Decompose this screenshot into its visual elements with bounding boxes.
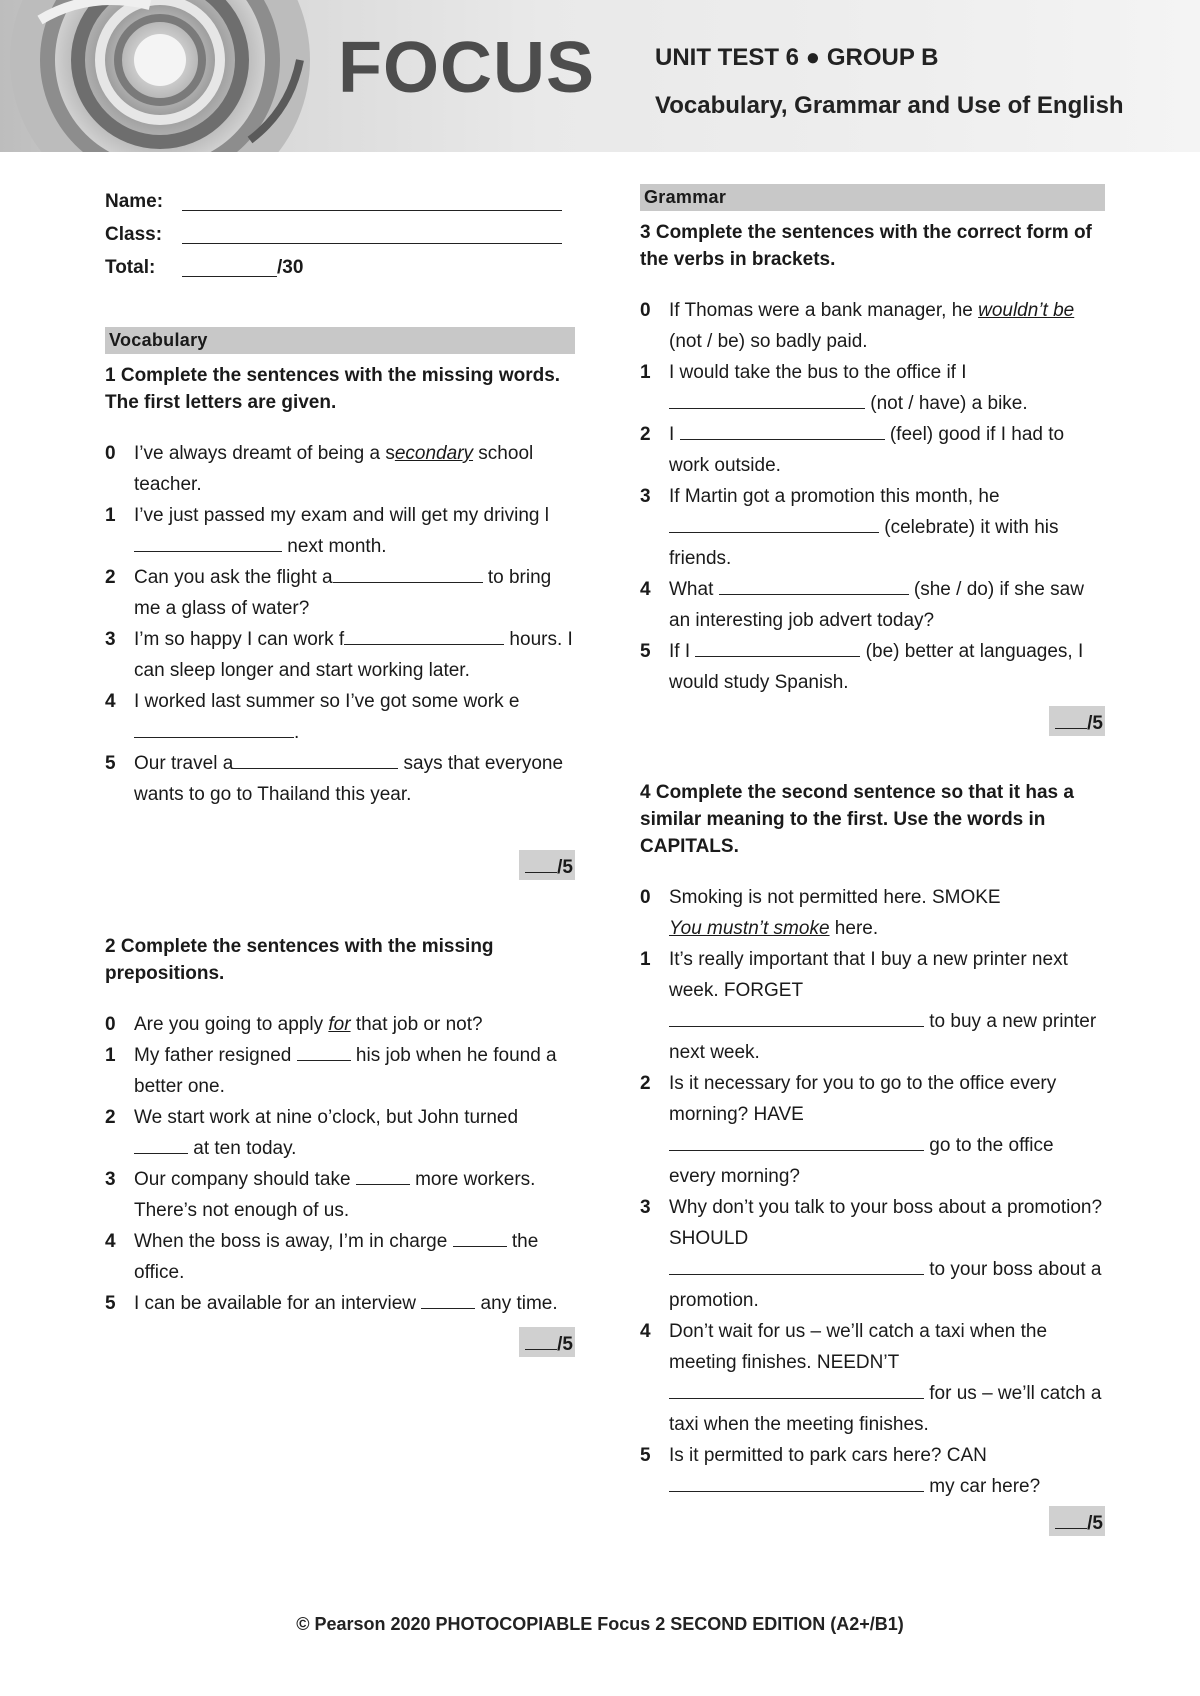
item-text: Smoking is not permitted here. SMOKE — [669, 887, 1001, 908]
footer-copyright: © Pearson 2020 PHOTOCOPIABLE Focus 2 SECOND EDITION (A2+/B1) — [296, 1614, 904, 1634]
item-text: If I — [669, 641, 696, 662]
list-item — [105, 1288, 575, 1319]
item-text: Is it necessary for you to go to the office every morning? HAVE — [669, 1073, 1057, 1125]
item-number: 4 — [640, 579, 651, 600]
list-item — [105, 562, 575, 624]
list-item — [105, 1040, 575, 1102]
item-number: 3 — [640, 486, 651, 507]
answer-blank[interactable] — [669, 1130, 924, 1151]
answer-blank[interactable] — [669, 1471, 924, 1492]
name-row — [105, 184, 575, 217]
item-text: to your boss about a promotion. — [669, 1259, 1102, 1311]
answer-blank[interactable] — [695, 636, 860, 657]
item-text: My father resigned — [134, 1045, 297, 1066]
answer-blank[interactable] — [669, 512, 879, 533]
ex4-instruction: 4 Complete the second sentence so that it has a similar meaning to the first. Use the words in CAPITALS. — [640, 782, 1074, 857]
score-max: /5 — [557, 857, 573, 878]
item-number: 2 — [105, 567, 116, 588]
list-item — [640, 1316, 1105, 1440]
answer-blank[interactable] — [134, 531, 282, 552]
item-text: . — [294, 722, 300, 743]
score-blank[interactable] — [1055, 706, 1087, 729]
answer-blank[interactable] — [233, 748, 398, 769]
list-item — [105, 438, 575, 500]
focus-logo: FOCUS — [338, 28, 595, 108]
answer-blank[interactable] — [421, 1288, 475, 1309]
score-max: /5 — [1087, 713, 1103, 734]
item-text: school teacher. — [134, 443, 534, 495]
item-number: 0 — [640, 300, 651, 321]
item-text: If Martin got a promotion this month, he — [669, 486, 1000, 507]
list-item — [640, 574, 1105, 636]
item-number: 4 — [105, 1231, 116, 1252]
ex2-list — [105, 1009, 575, 1319]
list-item — [640, 882, 1105, 944]
item-number: 0 — [105, 1014, 116, 1035]
item-text: to buy a new printer next week. — [669, 1011, 1097, 1063]
item-number: 1 — [105, 505, 116, 526]
item-number: 1 — [105, 1045, 116, 1066]
item-text: to bring me a glass of water? — [134, 567, 552, 619]
answer-blank[interactable] — [680, 419, 885, 440]
ex3-instruction: 3 Complete the sentences with the correct form of the verbs in brackets. — [640, 222, 1092, 270]
item-text: (not / be) so badly paid. — [669, 331, 868, 352]
item-number: 2 — [640, 424, 651, 445]
item-text: Don’t wait for us – we’ll catch a taxi when the meeting finishes. NEEDN’T — [669, 1321, 1048, 1373]
item-text: We start work at nine o’clock, but John turned — [134, 1107, 519, 1128]
answer-blank[interactable] — [669, 1378, 924, 1399]
ex3-list — [640, 295, 1105, 698]
item-text: I would take the bus to the office if I — [669, 362, 967, 383]
item-text: (she / do) if she saw an interesting job advert today? — [669, 579, 1084, 631]
item-text: hours. I can sleep longer and start working later. — [134, 629, 573, 681]
ex2-score — [105, 1327, 575, 1360]
ex3-score — [640, 706, 1105, 739]
example-answer: wouldn’t be — [978, 300, 1075, 321]
item-number: 2 — [105, 1107, 116, 1128]
item-text: Can you ask the flight a — [134, 567, 333, 588]
grammar-heading: Grammar — [640, 184, 1105, 211]
answer-blank[interactable] — [356, 1164, 410, 1185]
list-item — [640, 419, 1105, 481]
name-field[interactable] — [182, 188, 562, 211]
item-number: 5 — [640, 1445, 651, 1466]
item-number: 5 — [640, 641, 651, 662]
list-item — [640, 636, 1105, 698]
item-text: Is it permitted to park cars here? CAN — [669, 1445, 987, 1466]
item-text: go to the office every morning? — [669, 1135, 1054, 1187]
item-text: at ten today. — [188, 1138, 297, 1159]
answer-blank[interactable] — [344, 624, 504, 645]
item-text: It’s really important that I buy a new printer next week. FORGET — [669, 949, 1068, 1001]
score-blank[interactable] — [525, 850, 557, 873]
item-text: (not / have) a bike. — [865, 393, 1028, 414]
list-item — [105, 686, 575, 748]
item-text: says that everyone wants to go to Thailand this year. — [134, 753, 564, 805]
right-column — [640, 184, 1105, 1539]
list-item — [640, 1192, 1105, 1316]
item-number: 3 — [105, 1169, 116, 1190]
item-text: I’m so happy I can work f — [134, 629, 345, 650]
answer-blank[interactable] — [719, 574, 909, 595]
item-text: that job or not? — [350, 1014, 483, 1035]
list-item — [640, 481, 1105, 574]
total-field[interactable] — [182, 254, 277, 277]
item-number: 5 — [105, 753, 116, 774]
item-text: Our company should take — [134, 1169, 356, 1190]
item-text: (be) better at languages, I would study Spanish. — [669, 641, 1084, 693]
score-blank[interactable] — [1055, 1506, 1087, 1529]
item-text: Why don’t you talk to your boss about a promotion? SHOULD — [669, 1197, 1103, 1249]
total-score: /30 — [277, 257, 304, 278]
list-item — [640, 1068, 1105, 1192]
example-answer: for — [328, 1014, 351, 1035]
item-text: I — [669, 424, 680, 445]
answer-blank[interactable] — [333, 562, 483, 583]
header-banner — [0, 0, 1200, 152]
item-number: 3 — [640, 1197, 651, 1218]
item-text: here. — [829, 918, 879, 939]
ex1-score — [105, 850, 575, 883]
item-number: 0 — [105, 443, 116, 464]
score-blank[interactable] — [525, 1327, 557, 1350]
focus-lens-graphic — [0, 0, 320, 152]
example-answer: econdary — [394, 443, 474, 464]
class-field[interactable] — [182, 221, 562, 244]
list-item — [105, 1009, 575, 1040]
answer-blank[interactable] — [134, 717, 294, 738]
item-number: 3 — [105, 629, 116, 650]
item-number: 1 — [640, 949, 651, 970]
list-item — [105, 1226, 575, 1288]
list-item — [105, 624, 575, 686]
total-row — [105, 250, 575, 283]
item-number: 1 — [640, 362, 651, 383]
item-number: 4 — [640, 1321, 651, 1342]
list-item — [105, 500, 575, 562]
list-item — [105, 1164, 575, 1226]
answer-blank[interactable] — [453, 1226, 507, 1247]
vocabulary-heading: Vocabulary — [105, 327, 575, 354]
list-item — [640, 944, 1105, 1068]
list-item — [640, 357, 1105, 419]
list-item — [640, 295, 1105, 357]
left-column — [105, 184, 575, 1360]
item-text: I can be available for an interview — [134, 1293, 422, 1314]
item-text: When the boss is away, I’m in charge — [134, 1231, 453, 1252]
item-text: Our travel a — [134, 753, 234, 774]
item-text: next month. — [282, 536, 387, 557]
answer-blank[interactable] — [669, 1006, 924, 1027]
answer-blank[interactable] — [297, 1040, 351, 1061]
item-text: I’ve just passed my exam and will get my driving l — [134, 505, 549, 526]
item-text: If Thomas were a bank manager, he — [669, 300, 979, 321]
ex4-score — [640, 1506, 1105, 1539]
answer-blank[interactable] — [134, 1133, 188, 1154]
item-text: (celebrate) it with his friends. — [669, 517, 1059, 569]
example-answer: You mustn’t smoke — [669, 918, 830, 939]
score-max: /5 — [557, 1334, 573, 1355]
test-title: UNIT TEST 6 ● GROUP B — [655, 44, 939, 71]
item-number: 4 — [105, 691, 116, 712]
item-text: my car here? — [924, 1476, 1041, 1497]
list-item — [105, 1102, 575, 1164]
item-text: What — [669, 579, 719, 600]
item-text: for us – we’ll catch a taxi when the meeting finishes. — [669, 1383, 1102, 1435]
total-label: Total: — [105, 257, 156, 278]
item-number: 5 — [105, 1293, 116, 1314]
item-text: the office. — [134, 1231, 539, 1283]
score-max: /5 — [1087, 1513, 1103, 1534]
class-label: Class: — [105, 224, 163, 245]
item-text: I’ve always dreamt of being a s — [134, 443, 395, 464]
item-text: his job when he found a better one. — [134, 1045, 557, 1097]
item-text: Are you going to apply — [134, 1014, 329, 1035]
list-item — [640, 1440, 1105, 1502]
item-number: 2 — [640, 1073, 651, 1094]
name-label: Name: — [105, 191, 164, 212]
ex4-list — [640, 882, 1105, 1502]
item-text: I worked last summer so I’ve got some work e — [134, 691, 520, 712]
answer-blank[interactable] — [669, 1254, 924, 1275]
ex1-instruction: 1 Complete the sentences with the missing words. The first letters are given. — [105, 365, 561, 413]
ex1-list — [105, 438, 575, 810]
item-text: more workers. There’s not enough of us. — [134, 1169, 536, 1221]
item-number: 0 — [640, 887, 651, 908]
class-row — [105, 217, 575, 250]
test-subtitle: Vocabulary, Grammar and Use of English — [655, 92, 1124, 119]
ex2-instruction: 2 Complete the sentences with the missing prepositions. — [105, 936, 494, 984]
answer-blank[interactable] — [669, 388, 865, 409]
item-text: any time. — [475, 1293, 558, 1314]
list-item — [105, 748, 575, 810]
item-text: (feel) good if I had to work outside. — [669, 424, 1065, 476]
